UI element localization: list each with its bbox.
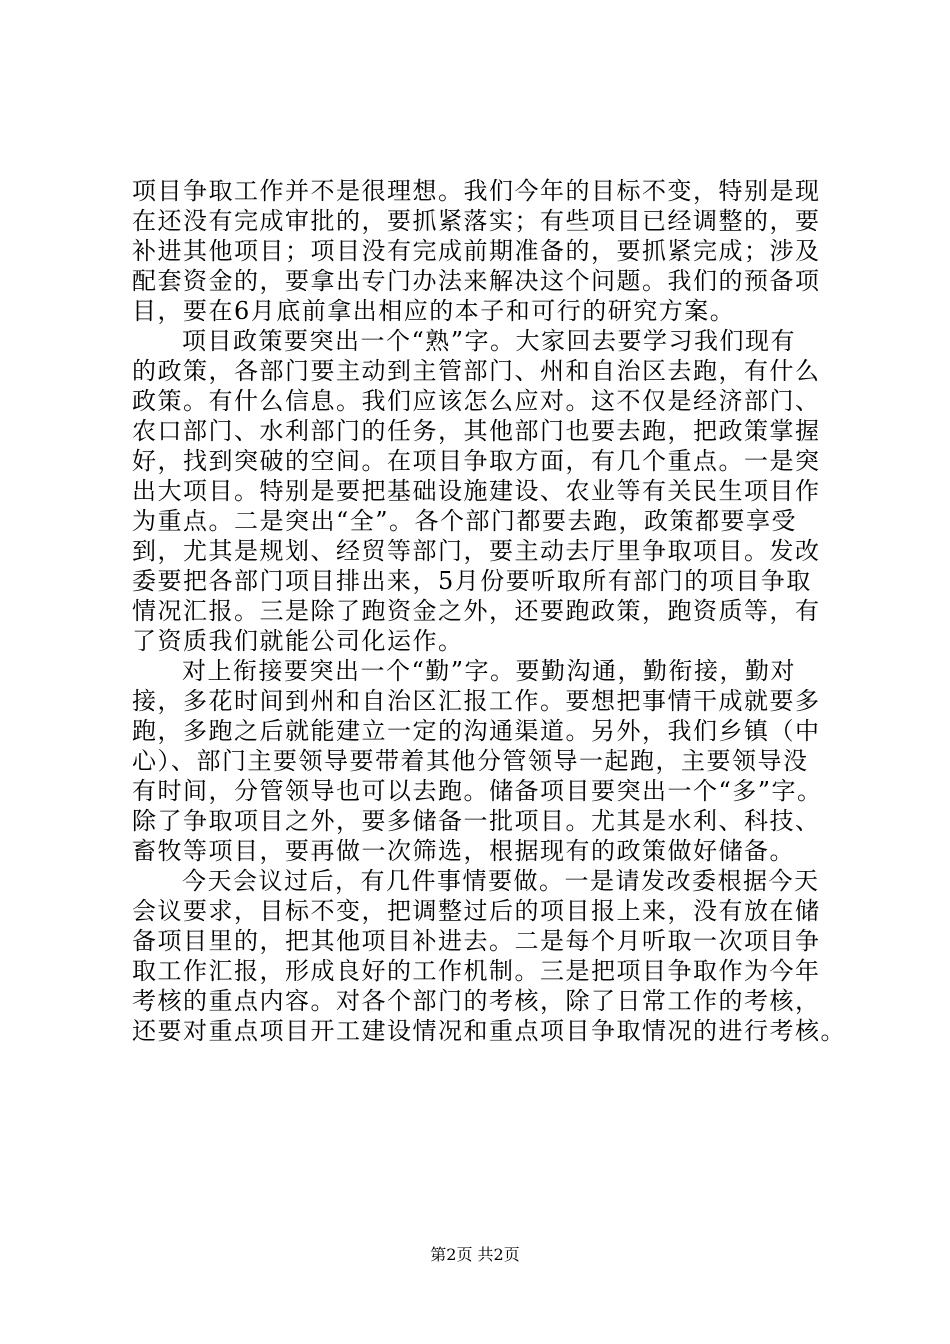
text-line: 会议要求，目标不变，把调整过后的项目报上来，没有放在储 xyxy=(132,897,821,925)
text-line: 了资质我们就能公司化运作。 xyxy=(132,627,464,655)
text-line: 情况汇报。三是除了跑资金之外，还要跑政策，跑资质等，有 xyxy=(132,597,821,625)
text-line: 配套资金的，要拿出专门办法来解决这个问题。我们的预备项 xyxy=(132,267,821,295)
text-line: 出大项目。特别是要把基础设施建设、农业等有关民生项目作 xyxy=(132,477,821,505)
text-line: 的政策，各部门要主动到主管部门、州和自治区去跑，有什么 xyxy=(132,357,821,385)
text-line: 委要把各部门项目排出来，5月份要听取所有部门的项目争取 xyxy=(132,567,812,595)
text-line: 政策。有什么信息。我们应该怎么应对。这不仅是经济部门、 xyxy=(132,387,821,415)
page-footer: 第2页 共2页 xyxy=(430,1245,520,1264)
text-line: 为重点。二是突出“全”。各个部门都要去跑，政策都要享受 xyxy=(132,507,798,535)
text-line: 接，多花时间到州和自治区汇报工作。要想把事情干成就要多 xyxy=(132,687,821,715)
text-line: 好，找到突破的空间。在项目争取方面，有几个重点。一是突 xyxy=(132,447,821,475)
text-line: 考核的重点内容。对各个部门的考核，除了日常工作的考核， xyxy=(132,987,821,1015)
text-line: 取工作汇报，形成良好的工作机制。三是把项目争取作为今年 xyxy=(132,957,821,985)
text-line: 心）、部门主要领导要带着其他分管领导一起跑，主要领导没 xyxy=(132,747,809,775)
body-text xyxy=(132,176,846,1046)
text-line: 还要对重点项目开工建设情况和重点项目争取情况的进行考核。 xyxy=(132,1017,846,1045)
text-line: 补进其他项目；项目没有完成前期准备的，要抓紧完成；涉及 xyxy=(132,237,821,265)
text-line: 目，要在6月底前拿出相应的本子和可行的研究方案。 xyxy=(132,297,736,325)
paragraph-first-line: 项目政策要突出一个“熟”字。大家回去要学习我们现有 xyxy=(182,327,797,355)
text-line: 除了争取项目之外，要多储备一批项目。尤其是水利、科技、 xyxy=(132,807,821,835)
text-line: 备项目里的，把其他项目补进去。二是每个月听取一次项目争 xyxy=(132,927,821,955)
paragraph-first-line: 今天会议过后，有几件事情要做。一是请发改委根据今天 xyxy=(182,867,820,895)
text-line: 畜牧等项目，要再做一次筛选，根据现有的政策做好储备。 xyxy=(132,837,795,865)
text-line: 在还没有完成审批的，要抓紧落实；有些项目已经调整的，要 xyxy=(132,207,821,235)
text-line: 跑，多跑之后就能建立一定的沟通渠道。另外，我们乡镇（中 xyxy=(132,717,821,745)
paragraph-first-line: 对上衔接要突出一个“勤”字。要勤沟通，勤衔接，勤对 xyxy=(182,657,797,685)
text-line: 有时间，分管领导也可以去跑。储备项目要突出一个“多”字。 xyxy=(132,777,823,805)
text-line: 农口部门、水利部门的任务，其他部门也要去跑，把政策掌握 xyxy=(132,417,821,445)
text-line: 到，尤其是规划、经贸等部门，要主动去厅里争取项目。发改 xyxy=(132,537,821,565)
text-line: 项目争取工作并不是很理想。我们今年的目标不变，特别是现 xyxy=(132,177,821,205)
